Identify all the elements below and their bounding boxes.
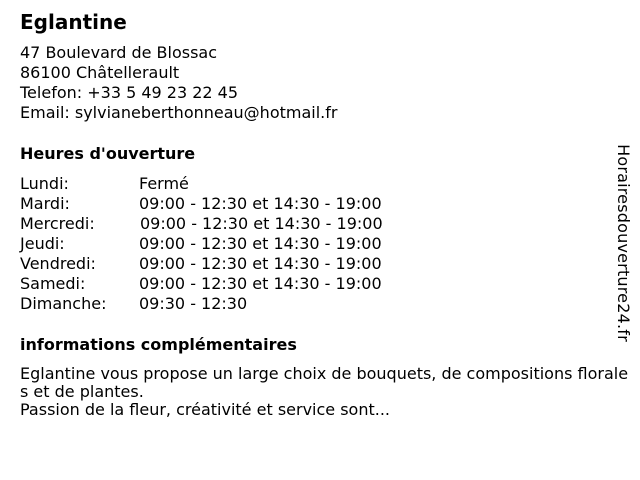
hours-day: Lundi: [20,174,69,193]
hours-time: Fermé [139,174,189,193]
phone-number: Telefon: +33 5 49 23 22 45 [20,83,239,102]
hours-day: Dimanche: [20,294,107,313]
hours-day: Mercredi: [20,214,95,233]
hours-heading: Heures d'ouverture [20,144,196,163]
hours-time: 09:00 - 12:30 et 14:30 - 19:00 [139,254,382,273]
info-heading: informations complémentaires [20,335,297,354]
hours-day: Mardi: [20,194,70,213]
hours-day: Samedi: [20,274,86,293]
hours-day: Vendredi: [20,254,96,273]
hours-row-jeudi [20,234,632,254]
hours-time: 09:00 - 12:30 et 14:30 - 19:00 [139,234,382,253]
hours-time: 09:00 - 12:30 et 14:30 - 19:00 [139,194,382,213]
hours-row-dimanche [20,294,632,314]
hours-day: Jeudi: [20,234,65,253]
brand-watermark [612,135,634,350]
card-content [20,10,632,419]
hours-row-mercredi [20,214,632,234]
brand-site-name: Horairesdouverture24.fr [614,143,633,342]
email-address: Email: sylvianeberthonneau@hotmail.fr [20,103,338,122]
hours-time: 09:30 - 12:30 [139,294,248,313]
hours-row-vendredi [20,254,632,274]
hours-time: 09:00 - 12:30 et 14:30 - 19:00 [139,274,382,293]
info-paragraph-1: Eglantine vous propose un large choix de bouquets, de compositions florales et de plantes. [20,364,629,401]
address-street: 47 Boulevard de Blossac [20,43,218,62]
shop-name: Eglantine [20,10,127,34]
hours-row-samedi [20,274,632,294]
hours-table [20,174,632,314]
info-paragraph-2: Passion de la fleur, créativité et service sont... [20,400,391,419]
info-description [20,365,632,419]
address-block [20,43,632,123]
hours-row-mardi [20,194,632,214]
hours-row-lundi [20,174,632,194]
address-city: 86100 Châtellerault [20,63,180,82]
hours-time: 09:00 - 12:30 et 14:30 - 19:00 [140,214,383,233]
